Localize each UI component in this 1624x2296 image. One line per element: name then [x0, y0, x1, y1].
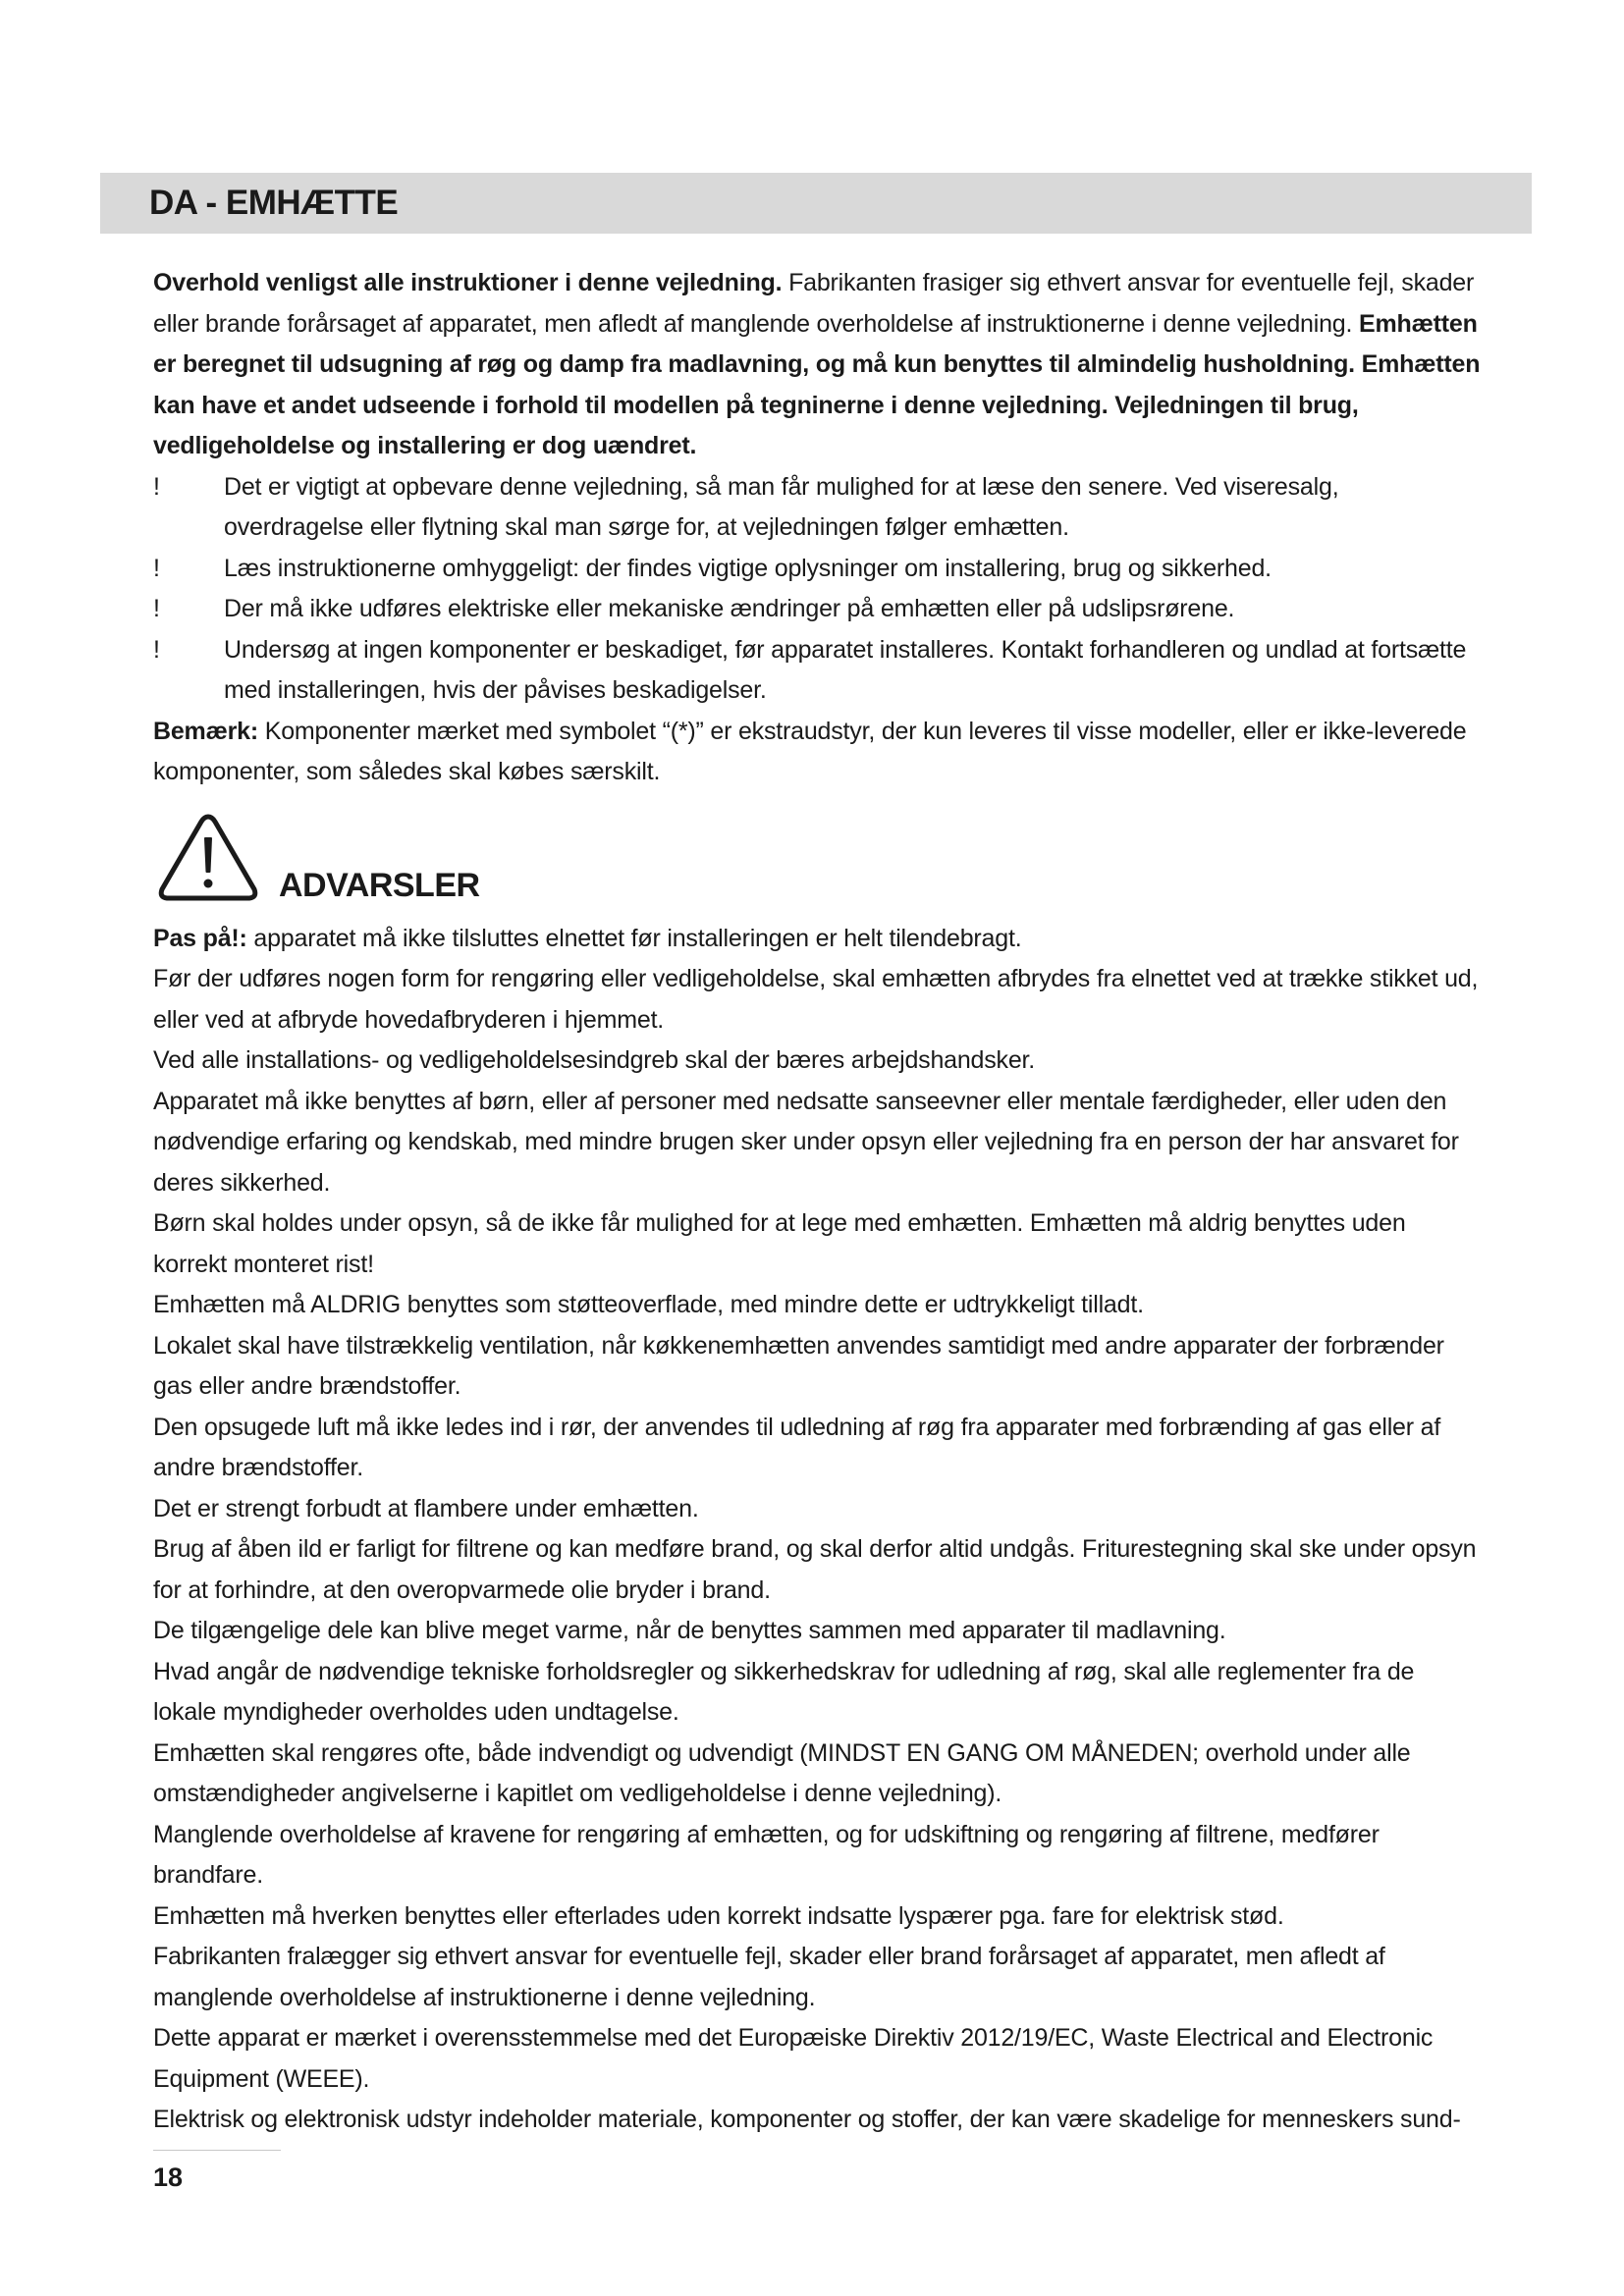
list-item — [153, 589, 1481, 630]
warning-paragraph: De tilgængelige dele kan blive meget varme, når de benyttes sammen med apparater til madlavning. — [153, 1617, 1226, 1644]
warning-paragraph: Emhætten må ALDRIG benyttes som støtteoverflade, med mindre dette er udtrykkeligt tilladt. — [153, 1291, 1144, 1318]
list-item-text: Læs instruktionerne omhyggeligt: der findes vigtige oplysninger om installering, brug og sikkerhed. — [224, 554, 1272, 582]
warning-paragraph: Før der udføres nogen form for rengøring eller vedligeholdelse, skal emhætten afbrydes fra elnettet ved at trække stikket ud, eller ved at afbryde hovedafbryderen i hjemmet. — [153, 965, 1479, 1034]
warnings-title: ADVARSLER — [279, 866, 480, 904]
instruction-list — [153, 467, 1481, 712]
warning-paragraph: Emhætten må hverken benyttes eller efterlades uden korrekt indsatte lyspærer pga. fare for elektrisk stød. — [153, 1901, 1284, 1930]
list-item — [153, 467, 1481, 549]
warnings-heading — [153, 809, 1481, 919]
list-item-text: Undersøg at ingen komponenter er beskadiget, før apparatet installeres. Kontakt forhandleren og undlad at fortsætte med installeringen, hvis der påvises beskadigelser. — [224, 635, 1467, 704]
list-item-text: Der må ikke udføres elektriske eller mekaniske ændringer på emhætten eller på udslipsrørene. — [224, 595, 1235, 622]
warning-paragraph: Børn skal holdes under opsyn, så de ikke får mulighed for at lege med emhætten. Emhætten må aldrig benyttes uden korrekt monteret rist! — [153, 1209, 1406, 1278]
note-label: Bemærk: — [153, 717, 258, 745]
warning-paragraph: Emhætten skal rengøres ofte, både indvendigt og udvendigt (MINDST EN GANG OM MÅNEDEN; overhold under alle omstændigheder angivelserne i kapitlet om vedligeholdelse i denne vejledning). — [153, 1738, 1411, 1807]
list-item — [153, 630, 1481, 712]
list-item — [153, 549, 1481, 590]
warning-paragraph: Det er strengt forbudt at flambere under emhætten. — [153, 1494, 699, 1522]
note-text: Komponenter mærket med symbolet “(*)” er ekstraudstyr, der kun leveres til visse modeller, eller er ikke-leverede komponenter, som således skal købes særskilt. — [153, 717, 1467, 785]
exclamation-icon: ! — [153, 554, 160, 582]
exclamation-icon: ! — [153, 472, 160, 501]
warning-triangle-icon — [153, 809, 263, 907]
warning-paragraph: Apparatet må ikke benyttes af børn, eller af personer med nedsatte sanseevner eller mentale færdigheder, eller uden den nødvendige erfaring og kendskab, med mindre brugen sker under opsyn eller vejledning fra en person der har ansvaret for deres sikkerhed. — [153, 1087, 1459, 1197]
page-number: 18 — [153, 2163, 184, 2192]
warning-paragraph — [153, 919, 1481, 960]
warning-paragraph: Fabrikanten fralægger sig ethvert ansvar for eventuelle fejl, skader eller brand forårsaget af apparatet, men afledt af manglende overholdelse af instruktionerne i denne vejledning. — [153, 1943, 1385, 2011]
exclamation-icon: ! — [153, 635, 160, 664]
intro-bold-lead: Overhold venligst alle instruktioner i denne vejledning. — [153, 269, 783, 296]
warning-paragraph: Den opsugede luft må ikke ledes ind i rør, der anvendes til udledning af røg fra apparater med forbrænding af gas eller af andre brændstoffer. — [153, 1413, 1441, 1481]
list-item-text: Det er vigtigt at opbevare denne vejledning, så man får mulighed for at læse den senere. Ved viseresalg, overdragelse eller flytning skal man sørge for, at vejledningen følger emhætten. — [224, 472, 1339, 541]
intro-regular-text: Fabrikanten frasiger sig ethvert ansvar for eventuelle fejl, skader eller brande forårsaget af apparatet, men afledt af manglende overholdelse af instruktionerne i denne vejledning. — [153, 269, 1475, 338]
warning-text: apparatet må ikke tilsluttes elnettet før installeringen er helt tilendebragt. — [246, 924, 1022, 952]
note-paragraph — [153, 712, 1481, 793]
intro-bold-tail: Emhætten er beregnet til udsugning af røg og damp fra madlavning, og må kun benyttes til almindelig husholdning. Emhætten kan have et andet udseende i forhold til modellen på tegninerne i denne vejledning. Vejledningen til brug, vedligeholdelse og installering er dog uændret. — [153, 309, 1481, 459]
warning-paragraph: Dette apparat er mærket i overensstemmelse med det Europæiske Direktiv 2012/19/EC, Waste Electrical and Electronic Equipment (WEEE). — [153, 2024, 1434, 2093]
warning-paragraph: Elektrisk og elektronisk udstyr indeholder materiale, komponenter og stoffer, der kan være skadelige for menneskers sund- — [153, 2106, 1461, 2133]
exclamation-icon: ! — [153, 595, 160, 622]
warning-paragraph: Manglende overholdelse af kravene for rengøring af emhætten, og for udskiftning og rengøring af filtrene, medfører brandfare. — [153, 1820, 1380, 1889]
warning-paragraph: Ved alle installations- og vedligeholdelsesindgreb skal der bæres arbejdshandsker. — [153, 1046, 1036, 1074]
warning-label: Pas på!: — [153, 924, 247, 952]
section-header-bar — [100, 173, 1532, 234]
section-title: DA - EMHÆTTE — [149, 184, 399, 222]
document-body — [153, 263, 1481, 2141]
warning-paragraph: Brug af åben ild er farligt for filtrene og kan medføre brand, og skal derfor altid undgås. Friturestegning skal ske under opsyn for at forhindre, at den overopvarmede olie bryder i brand. — [153, 1535, 1477, 1604]
intro-paragraph — [153, 263, 1481, 467]
warning-paragraph: Hvad angår de nødvendige tekniske forholdsregler og sikkerhedskrav for udledning af røg, skal alle reglementer fra de lokale myndigheder overholdes uden undtagelse. — [153, 1657, 1415, 1726]
footer-divider — [153, 2150, 281, 2151]
warning-paragraph: Lokalet skal have tilstrækkelig ventilation, når køkkenemhætten anvendes samtidigt med andre apparater der forbrænder gas eller andre brændstoffer. — [153, 1331, 1444, 1400]
